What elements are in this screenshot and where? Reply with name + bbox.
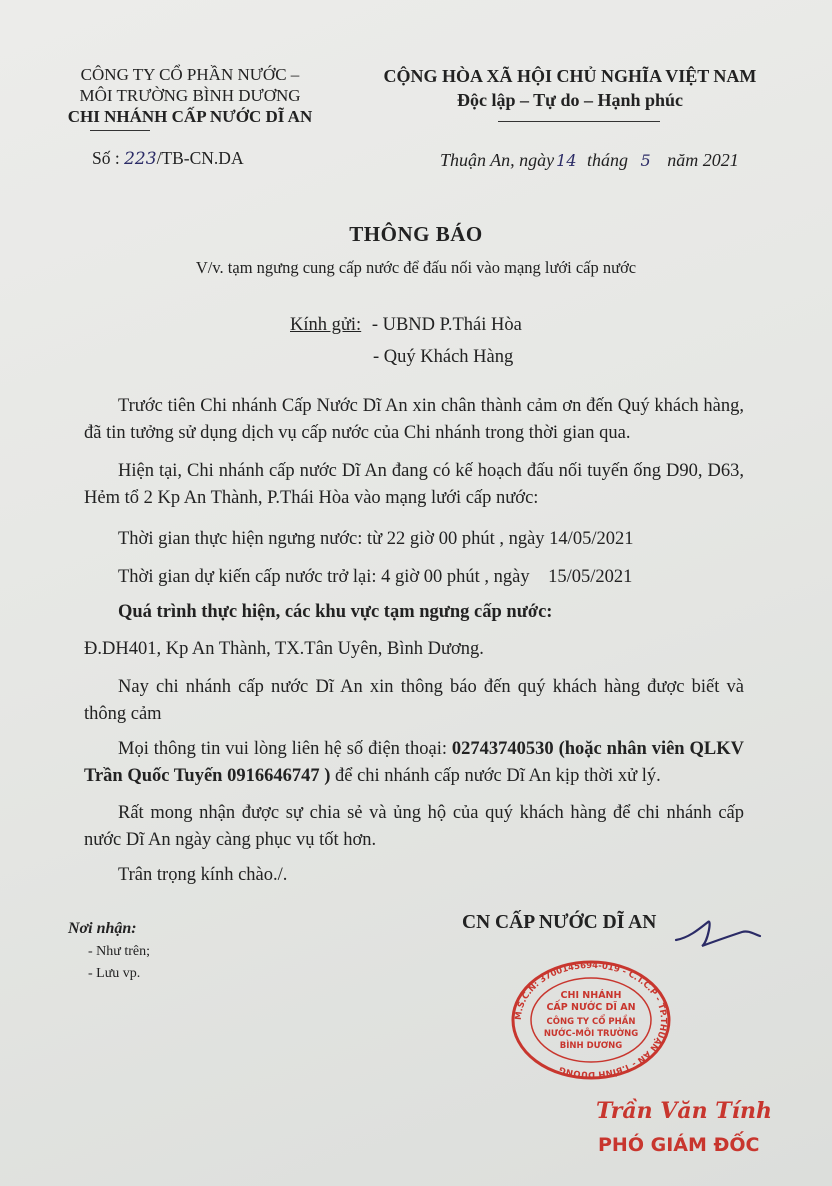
doc-no-prefix: Số :: [92, 148, 120, 168]
area-heading: Quá trình thực hiện, các khu vực tạm ngưng cấp nước:: [118, 602, 553, 622]
signature-org: CN CẤP NƯỚC DĨ AN: [462, 912, 657, 933]
date-day: 14: [556, 151, 577, 170]
notice-title: THÔNG BÁO: [349, 222, 483, 246]
company-seal: [506, 956, 676, 1084]
paragraph-plan: [84, 458, 744, 512]
time-stop: Thời gian thực hiện ngưng nước: từ 22 giờ 00 phút , ngày 14/05/2021: [118, 529, 634, 549]
contact-phone: 02743740530 (hoặc nhân viên QLKV Trần Quốc Tuyến 0916646747 ): [84, 739, 744, 786]
receiver-2: - Lưu vp.: [88, 966, 141, 981]
recipients: [290, 314, 522, 336]
handwritten-signature: [668, 910, 768, 960]
date-line: [440, 150, 739, 171]
recipients-label: Kính gửi:: [290, 315, 362, 335]
paragraph-closing: [84, 800, 744, 854]
date-place: Thuận An, ngày: [440, 150, 555, 170]
signer-name: Trần Văn Tính: [596, 1098, 772, 1124]
paragraph-closing-text: Rất mong nhận được sự chia sẻ và ủng hộ của quý khách hàng để chi nhánh cấp nước Dĩ An ngày càng phục vụ tốt hơn.: [84, 803, 744, 850]
notice-subject: V/v. tạm ngưng cung cấp nước để đấu nối vào mạng lưới cấp nước: [195, 258, 637, 277]
country-name: CỘNG HÒA XÃ HỘI CHỦ NGHĨA VIỆT NAM: [383, 66, 757, 86]
company-name-line2: MÔI TRƯỜNG BÌNH DƯƠNG: [79, 86, 301, 105]
seal-line2: CẤP NƯỚC DĨ AN: [546, 1002, 636, 1013]
receivers-label: Nơi nhận:: [68, 920, 137, 937]
document-number: [92, 148, 244, 169]
date-year: năm 2021: [667, 150, 739, 170]
paragraph-thanks-text: Trước tiên Chi nhánh Cấp Nước Dĩ An xin chân thành cảm ơn đến Quý khách hàng, đã tin tưởng sử dụng dịch vụ cấp nước của Chi nhánh trong thời gian qua.: [84, 396, 744, 443]
recipient-1: - UBND P.Thái Hòa: [371, 315, 522, 335]
seal-line1: CHI NHÁNH: [560, 990, 622, 1001]
contact-suffix: để chi nhánh cấp nước Dĩ An kịp thời xử lý.: [335, 766, 661, 786]
seal-ring-text: M.S.C.N: 3700145694-019 - C.T.C.P - TP.THUẬN AN - T.BÌNH DƯƠNG: [513, 960, 669, 1080]
seal-line3: CÔNG TY CỔ PHẦN: [546, 1017, 636, 1027]
date-month: 5: [640, 151, 651, 170]
date-month-label: tháng: [587, 150, 629, 170]
branch-name: CHI NHÁNH CẤP NƯỚC DĨ AN: [67, 107, 313, 126]
signer-position: PHÓ GIÁM ĐỐC: [598, 1134, 760, 1156]
paragraph-contact: [84, 736, 744, 790]
contact-prefix: Mọi thông tin vui lòng liên hệ số điện thoại:: [118, 739, 447, 759]
time-resume: Thời gian dự kiến cấp nước trở lại: 4 giờ 00 phút , ngày 15/05/2021: [118, 567, 633, 587]
paragraph-thanks: [84, 393, 744, 447]
recipient-2: - Quý Khách Hàng: [373, 347, 514, 367]
receiver-1: - Như trên;: [88, 944, 151, 959]
national-motto: Độc lập – Tự do – Hạnh phúc: [456, 90, 684, 110]
motto-underline: [498, 121, 660, 122]
area-text: Đ.DH401, Kp An Thành, TX.Tân Uyên, Bình Dương.: [84, 639, 484, 659]
doc-no-suffix: /TB-CN.DA: [156, 148, 244, 168]
company-name-line1: CÔNG TY CỔ PHẦN NƯỚC –: [80, 65, 300, 84]
greeting: Trân trọng kính chào./.: [118, 865, 288, 885]
paragraph-notify-text: Nay chi nhánh cấp nước Dĩ An xin thông báo đến quý khách hàng được biết và thông cảm: [84, 677, 744, 724]
paragraph-notify: [84, 674, 744, 728]
paragraph-plan-text: Hiện tại, Chi nhánh cấp nước Dĩ An đang có kế hoạch đấu nối tuyến ống D90, D63, Hẻm tổ 2 Kp An Thành, P.Thái Hòa vào mạng lưới cấp nước:: [84, 461, 744, 508]
seal-line5: BÌNH DƯƠNG: [559, 1041, 623, 1051]
seal-line4: NƯỚC-MÔI TRƯỜNG: [543, 1029, 639, 1039]
branch-underline: [90, 130, 150, 131]
company-header: [40, 64, 340, 127]
doc-no-handwritten: 223: [124, 149, 157, 169]
